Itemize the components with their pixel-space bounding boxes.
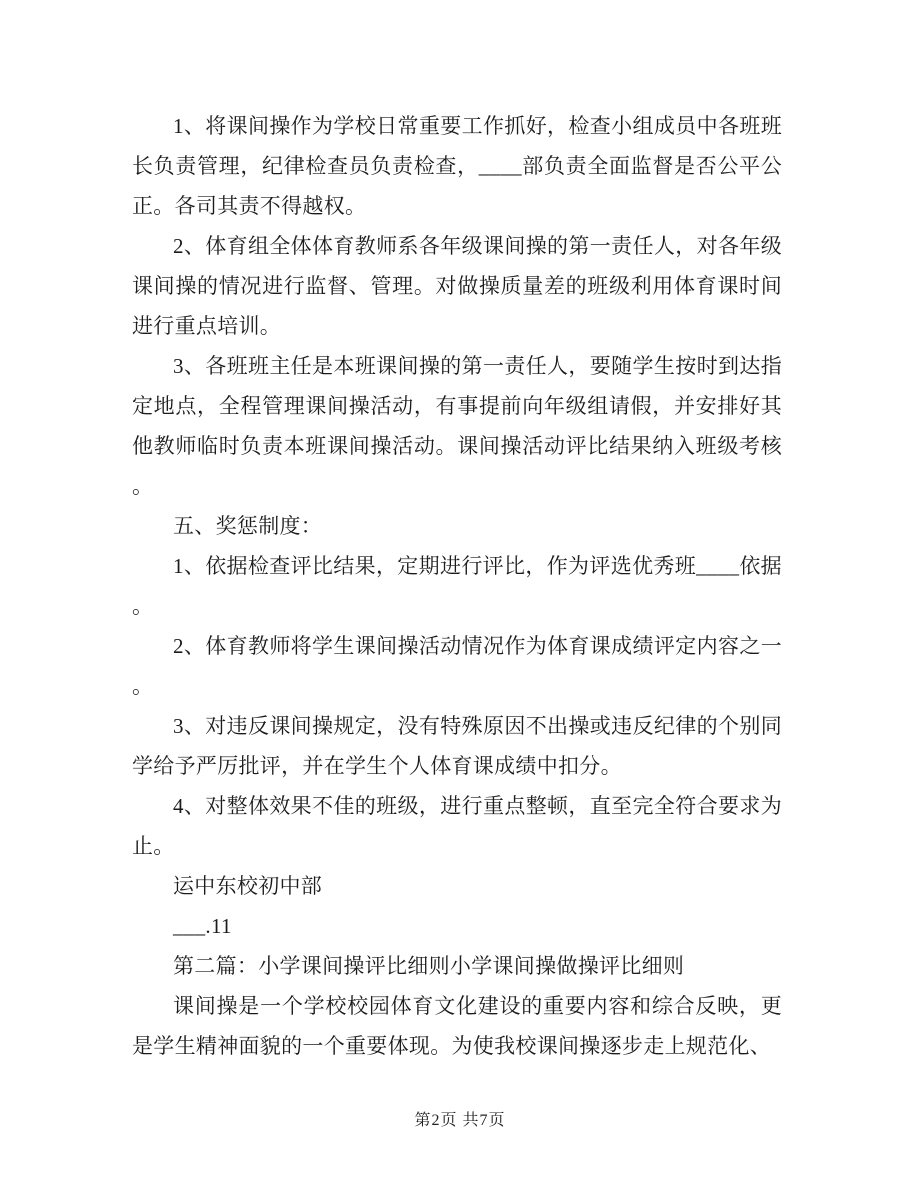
paragraph: 五、奖惩制度：	[173, 514, 323, 538]
document-body	[132, 106, 782, 1066]
paragraph: 运中东校初中部	[173, 874, 323, 898]
page-number-label: 第2页 共7页	[414, 1112, 506, 1129]
paragraph: 2、体育组全体体育教师系各年级课间操的第一责任人，对各年级课间操的情况进行监督、管理。对做操质量差的班级利用体育课时间进行重点培训。	[132, 234, 782, 338]
paragraph: 3、对违反课间操规定，没有特殊原因不出操或违反纪律的个别同学给予严厉批评，并在学生个人体育课成绩中扣分。	[132, 714, 782, 778]
paragraph: 课间操是一个学校校园体育文化建设的重要内容和综合反映，更是学生精神面貌的一个重要体现。为使我校课间操逐步走上规范化、	[132, 994, 782, 1058]
paragraph: ___.11	[173, 914, 232, 938]
paragraph: 1、将课间操作为学校日常重要工作抓好，检查小组成员中各班班长负责管理，纪律检查员负责检查，____部负责全面监督是否公平公正。各司其责不得越权。	[132, 114, 782, 218]
page-footer	[0, 1110, 920, 1132]
paragraph: 4、对整体效果不佳的班级，进行重点整顿，直至完全符合要求为止。	[132, 794, 782, 858]
paragraph: 第二篇：小学课间操评比细则小学课间操做操评比细则	[173, 954, 685, 978]
paragraph: 1、依据检查评比结果，定期进行评比，作为评选优秀班____依据。	[132, 554, 782, 618]
paragraph: 3、各班班主任是本班课间操的第一责任人，要随学生按时到达指定地点，全程管理课间操活动，有事提前向年级组请假，并安排好其他教师临时负责本班课间操活动。课间操活动评比结果纳入班级考核。	[132, 354, 782, 498]
paragraph: 2、体育教师将学生课间操活动情况作为体育课成绩评定内容之一。	[132, 634, 782, 698]
